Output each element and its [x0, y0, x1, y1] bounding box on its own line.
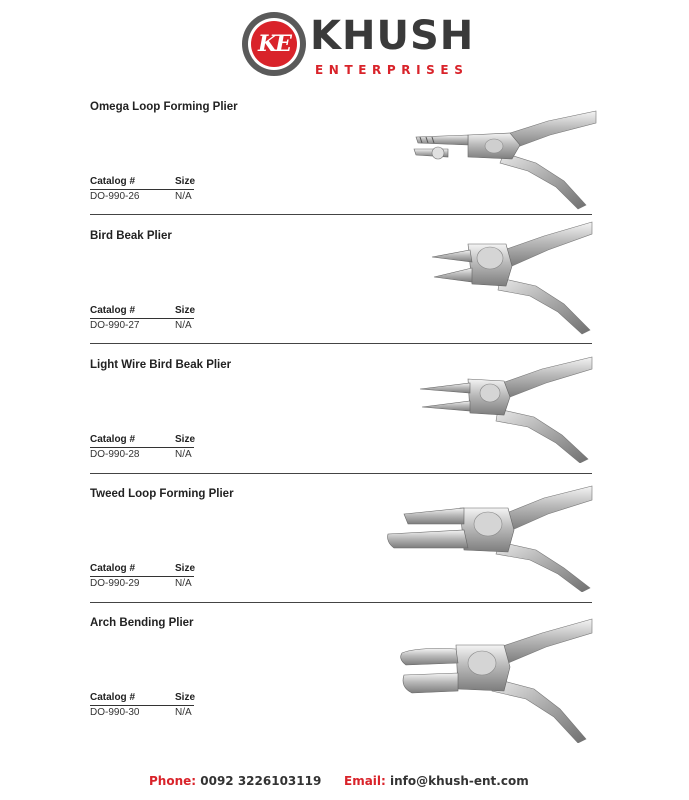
size-value: N/A [175, 707, 192, 718]
product-arch-bending-plier [0, 617, 689, 746]
catalog-header [90, 563, 194, 577]
size-label: Size [175, 305, 196, 316]
phone-contact [149, 774, 321, 788]
section-divider [90, 473, 592, 474]
catalog-label: Catalog # [90, 692, 136, 703]
brand-name: KHUSH [310, 13, 475, 59]
catalog-header [90, 305, 194, 319]
phone-label: Phone: [149, 774, 197, 788]
size-label: Size [175, 434, 196, 445]
size-label: Size [175, 692, 196, 703]
section-divider [90, 214, 592, 215]
size-label: Size [175, 563, 196, 574]
bird-beak-plier-image [428, 220, 594, 336]
catalog-label: Catalog # [90, 563, 136, 574]
size-value: N/A [175, 320, 192, 331]
section-divider [90, 602, 592, 603]
catalog-label: Catalog # [90, 434, 136, 445]
phone-number[interactable]: 0092 3226103119 [200, 774, 322, 788]
catalog-label: Catalog # [90, 176, 136, 187]
email-label: Email: [344, 774, 386, 788]
size-value: N/A [175, 191, 192, 202]
product-omega-loop-forming-plier [0, 101, 689, 230]
product-light-wire-bird-beak-plier [0, 359, 689, 488]
catalog-number: DO-990-26 [90, 191, 140, 202]
catalog-label: Catalog # [90, 305, 136, 316]
size-label: Size [175, 176, 196, 187]
catalog-header [90, 434, 194, 448]
brand-logo [242, 10, 475, 80]
catalog-header [90, 176, 194, 190]
product-name: Bird Beak Plier [90, 230, 172, 242]
product-bird-beak-plier [0, 230, 689, 359]
catalog-number: DO-990-29 [90, 578, 140, 589]
product-tweed-loop-forming-plier [0, 488, 689, 617]
email-address[interactable]: info@khush-ent.com [390, 774, 529, 788]
catalog-header [90, 692, 194, 706]
product-name: Light Wire Bird Beak Plier [90, 359, 232, 371]
arch-bending-plier-image [396, 617, 594, 743]
tweed-plier-image [384, 484, 594, 592]
omega-plier-image [408, 109, 598, 213]
product-name: Tweed Loop Forming Plier [90, 488, 234, 500]
section-divider [90, 343, 592, 344]
light-wire-bird-beak-plier-image [418, 355, 594, 463]
logo-monogram: KE [251, 21, 297, 67]
size-value: N/A [175, 578, 192, 589]
email-contact [344, 774, 529, 788]
product-name: Arch Bending Plier [90, 617, 194, 629]
product-name: Omega Loop Forming Plier [90, 101, 238, 113]
catalog-number: DO-990-27 [90, 320, 140, 331]
catalog-number: DO-990-28 [90, 449, 140, 460]
logo-emblem [242, 12, 306, 76]
brand-tagline: ENTERPRISES [315, 63, 469, 77]
size-value: N/A [175, 449, 192, 460]
catalog-number: DO-990-30 [90, 707, 140, 718]
